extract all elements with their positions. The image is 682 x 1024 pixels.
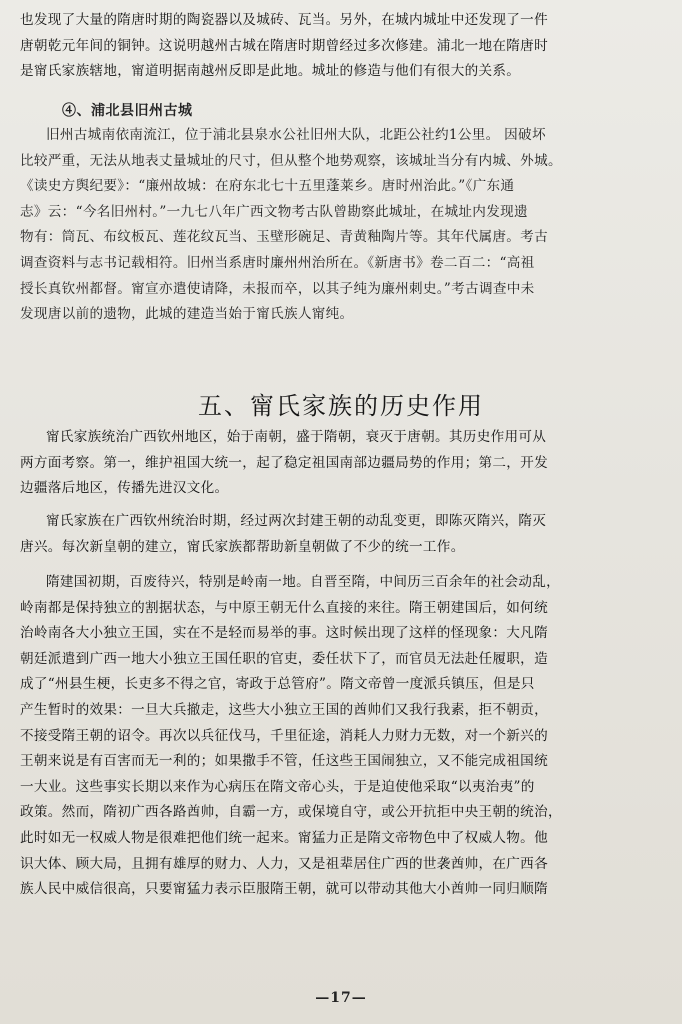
subheading: ④、浦北县旧州古城	[62, 103, 193, 119]
text-line: 一大业。这些事实长期以来作为心病压在隋文帝心头，于是迫使他采取“以夷治夷”的	[20, 778, 535, 795]
text-line: 族人民中威信很高，只要甯猛力表示臣服隋王朝，就可以带动其他大小酋帅一同归顺隋	[20, 881, 548, 898]
text-line: 发现唐以前的遗物，此城的建造当始于甯氏族人甯纯。	[20, 306, 354, 323]
paragraph-2	[0, 509, 682, 560]
text-line: 成了“州县生梗，长吏多不得之官，寄政于总管府”。隋文帝曾一度派兵镇压，但是只	[20, 676, 535, 693]
text-line: 边疆落后地区，传播先进汉文化。	[20, 480, 229, 497]
text-line: 识大体、顾大局，且拥有雄厚的财力、人力，又是祖辈居住广西的世袭酋帅，在广西各	[20, 855, 548, 872]
paragraph-3	[0, 570, 682, 903]
text-line: 旧州古城南依南流江，位于浦北县泉水公社旧州大队，北距公社约1公里。 因破坏	[46, 127, 546, 143]
paragraph-1	[0, 425, 682, 502]
text-line: 甯氏家族统治广西钦州地区，始于南朝，盛于隋朝，衰灭于唐朝。其历史作用可从	[46, 429, 547, 445]
text-line: 此时如无一权威人物是很难把他们统一起来。甯猛力正是隋文帝物色中了权威人物。他	[20, 829, 548, 846]
text-line: 隋建国初期，百废待兴，特别是岭南一地。自晋至隋，中间历三百余年的社会动乱，	[46, 574, 561, 590]
text-line: 政策。然而，隋初广西各路酋帅，自霸一方，或保境自守，或公开抗拒中央王朝的统治，	[20, 804, 562, 821]
text-line: 朝廷派遣到广西一地大小独立王国任职的官吏，委任状下了，而官员无法赴任履职，造	[20, 650, 548, 667]
text-line: 是甯氏家族辖地，甯道明据南越州反即是此地。城址的修造与他们有很大的关系。	[20, 63, 521, 80]
text-line: 比较严重，无法从地表丈量城址的尺寸，但从整个地势观察，该城址当分有内城、外城。	[20, 152, 562, 169]
text-line: 甯氏家族在广西钦州统治时期，经过两次封建王朝的动乱变更，即陈灭隋兴，隋灭	[46, 513, 547, 529]
text-line: 志》云：“今名旧州村。”一九七八年广西文物考古队曾勘察此城址，在城址内发现遗	[20, 203, 528, 220]
text-line: 调查资料与志书记载相符。旧州当系唐时廉州州治所在。《新唐书》卷二百二：“高祖	[20, 254, 535, 271]
text-line: 产生暂时的效果：一旦大兵撤走，这些大小独立王国的酋帅们又我行我素，拒不朝贡，	[20, 701, 548, 718]
text-line: 授长真钦州都督。甯宣亦遣使请降，未报而卒，以其子纯为廉州刺史。”考古调查中未	[20, 280, 535, 297]
text-line: 王朝来说是有百害而无一利的；如果撒手不管，任这些王国闹独立，又不能完成祖国统	[20, 753, 548, 770]
text-line: 唐兴。每次新皇朝的建立，甯氏家族都帮助新皇朝做了不少的统一工作。	[20, 538, 465, 555]
text-line: 岭南都是保持独立的割据状态，与中原王朝无什么直接的来往。隋王朝建国后，如何统	[20, 599, 548, 616]
text-line: 不接受隋王朝的诏令。再次以兵征伐马，千里征途，消耗人力财力无数，对一个新兴的	[20, 727, 548, 744]
text-line: 治岭南各大小独立王国，实在不是轻而易举的事。这时候出现了这样的怪现象：大凡隋	[20, 625, 548, 642]
top-paragraph	[0, 8, 682, 85]
page-number: —17—	[315, 990, 367, 1006]
text-line: 也发现了大量的隋唐时期的陶瓷器以及城砖、瓦当。另外，在城内城址中还发现了一件	[20, 12, 548, 28]
text-line: 唐朝乾元年间的铜钟。这说明越州古城在隋唐时期曾经过多次修建。浦北一地在隋唐时	[20, 37, 548, 54]
section-title: 五、甯氏家族的历史作用	[198, 392, 484, 420]
paragraph-jiuzhou	[0, 123, 682, 328]
text-line: 《读史方舆纪要》：“廉州故城：在府东北七十五里蓬莱乡。唐时州治此。”《广东通	[20, 178, 515, 195]
text-line: 两方面考察。第一，维护祖国大统一，起了稳定祖国南部边疆局势的作用；第二，开发	[20, 454, 548, 471]
text-line: 物有：筒瓦、布纹板瓦、莲花纹瓦当、玉壁形碗足、青黄釉陶片等。其年代属唐。考古	[20, 229, 548, 246]
